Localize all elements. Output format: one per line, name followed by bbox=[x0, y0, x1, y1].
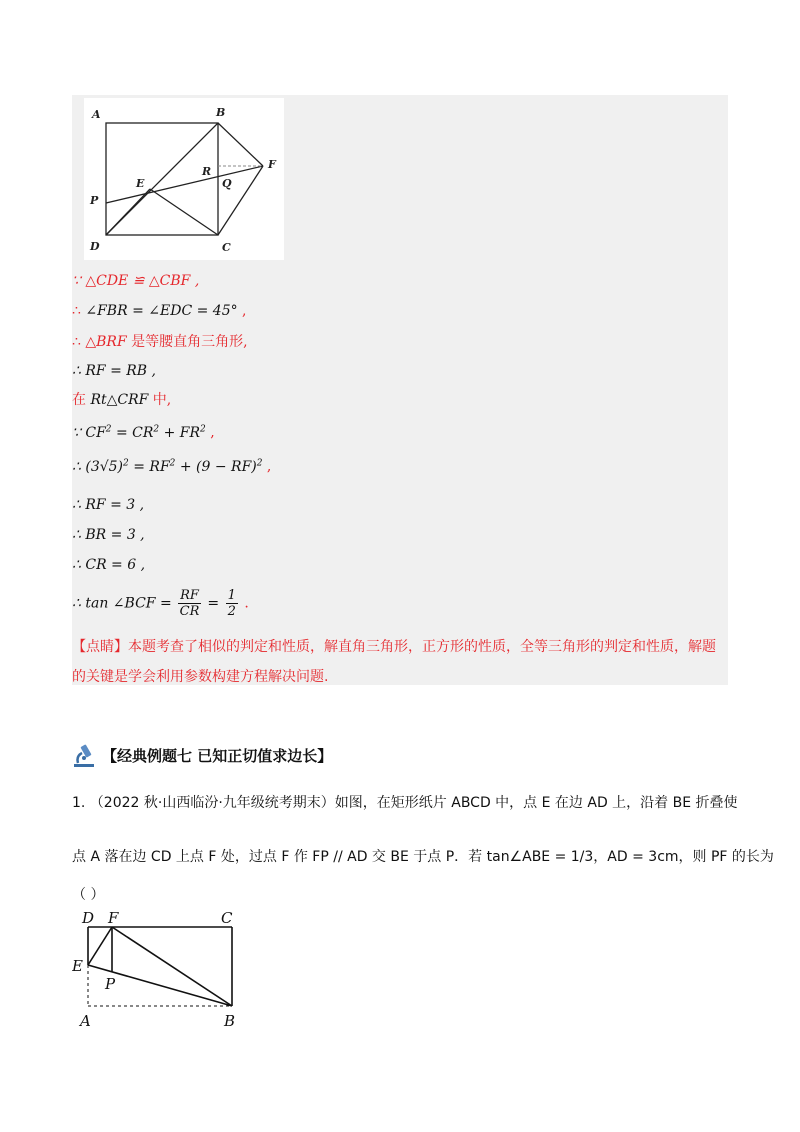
fig1-label-r: R bbox=[202, 165, 212, 178]
solution-line-7: ∴ $(3√5)^2 = RF^2 + (9 - RF)^2$ , bbox=[72, 458, 272, 475]
section-heading bbox=[72, 742, 332, 768]
solution-line-11: ∴ tan ∠BCF = $\frac{RF}{CR}$ = $\frac{1}{2}$ . bbox=[72, 588, 249, 619]
fig1-label-p: P bbox=[90, 194, 99, 207]
fig2-label-d: D bbox=[82, 909, 95, 927]
question-options: （ ） bbox=[72, 887, 105, 903]
fig1-label-d: D bbox=[90, 240, 100, 253]
fraction-one-half: $\frac{1}{2}$ bbox=[227, 588, 236, 619]
solution-line-4: ∴ RF = RB , bbox=[72, 363, 156, 379]
solution-line-6: ∵ $CF^2 = CR^2 + FR^2$ , bbox=[72, 424, 215, 441]
solution-line-3: ∴ △BRF 是等腰直角三角形, bbox=[72, 334, 248, 350]
fig1-label-q: Q bbox=[222, 177, 232, 190]
section-title: 【经典例题七 已知正切值求边长】 bbox=[102, 746, 333, 765]
fig2-label-f: F bbox=[108, 909, 119, 927]
solution-line-9: ∴ BR = 3 , bbox=[72, 527, 145, 543]
solution-line-2: ∴ ∠FBR = ∠EDC = 45° , bbox=[72, 303, 247, 319]
question-line-2: 点 A 落在边 CD 上点 F 处，过点 F 作 FP // AD 交 BE 于点 P．若 tan∠ABE = 1/3，AD = 3cm，则 PF 的长为 bbox=[72, 849, 774, 865]
fig1-label-a: A bbox=[92, 108, 101, 121]
solution-line-8: ∴ RF = 3 , bbox=[72, 497, 145, 513]
fig1-label-f: F bbox=[268, 158, 276, 171]
fig2-label-b: B bbox=[224, 1012, 236, 1030]
fig2-label-p: P bbox=[105, 975, 116, 993]
key-point-note: 【点睛】本题考查了相似的判定和性质，解直角三角形，正方形的性质，全等三角形的判定和性质，解题的关键是学会利用参数构建方程解决问题. bbox=[72, 639, 716, 685]
question-line-1: 1. （2022 秋·山西临汾·九年级统考期末）如图，在矩形纸片 ABCD 中，点 E 在边 AD 上，沿着 BE 折叠使 bbox=[72, 795, 738, 811]
figure-rectangle-fold bbox=[72, 905, 262, 1035]
fig1-label-c: C bbox=[222, 241, 231, 254]
microscope-icon bbox=[72, 742, 98, 768]
fig2-label-a: A bbox=[80, 1012, 91, 1030]
figure-square-diagram bbox=[84, 98, 284, 260]
fig1-label-b: B bbox=[216, 106, 226, 119]
fraction-rf-cr: $\frac{RF}{CR}$ bbox=[179, 588, 200, 619]
solution-line-10: ∴ CR = 6 , bbox=[72, 557, 146, 573]
solution-line-5: 在 Rt△CRF 中, bbox=[72, 392, 172, 408]
fig1-label-e: E bbox=[136, 177, 145, 190]
fig2-label-c: C bbox=[221, 909, 233, 927]
fig2-label-e: E bbox=[72, 957, 83, 975]
solution-line-1: ∵ △CDE ≌ △CBF , bbox=[72, 273, 200, 289]
